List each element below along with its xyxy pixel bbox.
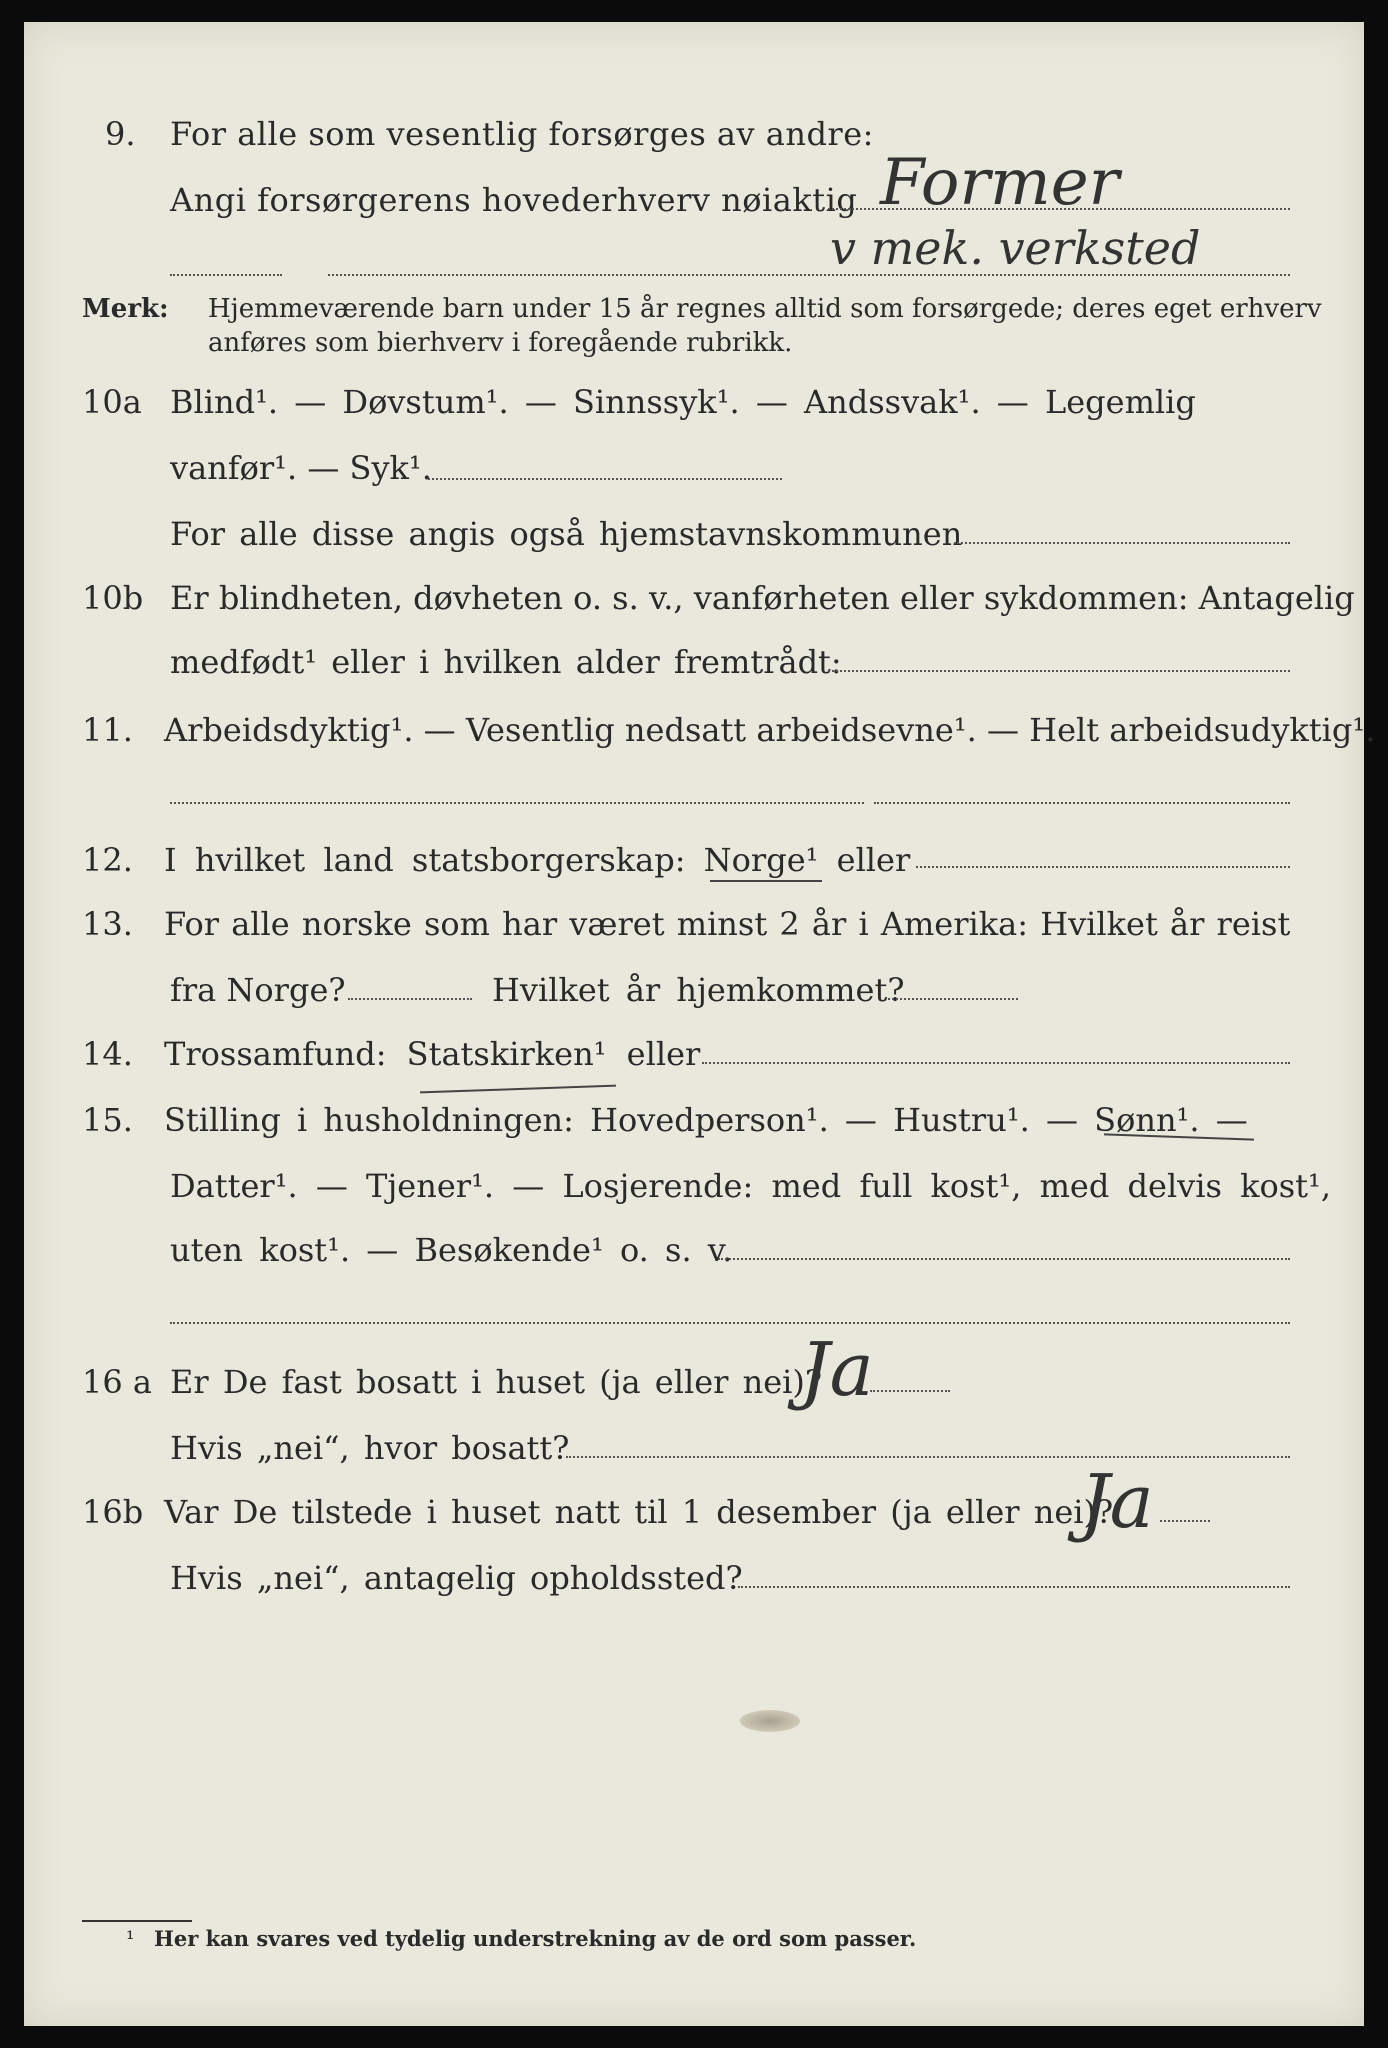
q15-line3: uten kost¹. — Besøkende¹ o. s. v. — [170, 1231, 733, 1269]
q10a-dotted-line-2 — [954, 542, 1290, 544]
q16a-handwritten-answer: Ja — [800, 1327, 874, 1413]
q10b-line2: medfødt¹ eller i hvilken alder fremtrådt: — [170, 643, 842, 681]
q16b-number: 16b — [82, 1493, 144, 1531]
q15-dotted-line — [718, 1258, 1290, 1260]
footnote-text: Her kan svares ved tydelig understrekning av de ord som passer. — [154, 1926, 917, 1951]
q15-number: 15. — [82, 1101, 133, 1139]
q14-dotted-line — [702, 1062, 1290, 1064]
q13-dotted-line-a — [348, 998, 472, 1000]
q16a-line2: Hvis „nei“, hvor bosatt? — [170, 1429, 570, 1467]
q9-handwritten-answer: Former — [880, 146, 1120, 220]
q13-line1: For alle norske som har været minst 2 år i Amerika: Hvilket år reist — [164, 905, 1291, 943]
q10a-line2: vanfør¹. — Syk¹. — [170, 449, 432, 487]
q12-underline-norge — [710, 880, 822, 882]
footnote-mark: ¹ — [126, 1927, 135, 1951]
q16b-handwritten-answer: Ja — [1080, 1459, 1154, 1545]
q16b-dotted-line — [1160, 1520, 1210, 1522]
q15-line1: Stilling i husholdningen: Hovedperson¹. — Hustru¹. — Sønn¹. — — [164, 1101, 1248, 1139]
q9-line1: For alle som vesentlig forsørges av andre: — [170, 115, 874, 153]
q14-line1: Trossamfund: Statskirken¹ eller — [164, 1035, 701, 1073]
q11-line1: Arbeidsdyktig¹. — Vesentlig nedsatt arbeidsevne¹. — Helt arbeidsudyktig¹. — [164, 711, 1376, 749]
q16a-number: 16 a — [82, 1363, 152, 1401]
q10a-line1: Blind¹. — Døvstum¹. — Sinnssyk¹. — Andssvak¹. — Legemlig — [170, 383, 1196, 421]
q12-dotted-line — [916, 866, 1290, 868]
q15-line2: Datter¹. — Tjener¹. — Losjerende: med full kost¹, med delvis kost¹, — [170, 1167, 1332, 1205]
q13-dotted-line-b — [888, 998, 1018, 1000]
q13-line2b: Hvilket år hjemkommet? — [492, 971, 905, 1009]
q9-dotted-line-2a — [170, 274, 282, 276]
q10b-number: 10b — [82, 579, 144, 617]
q10a-line3: For alle disse angis også hjemstavnskommunen — [170, 515, 963, 553]
footnote-rule — [82, 1920, 192, 1922]
q9-line2: Angi forsørgerens hovederhverv nøiaktig — [170, 181, 858, 219]
q13-number: 13. — [82, 905, 133, 943]
q16b-dotted-line-2 — [738, 1586, 1290, 1588]
q11-number: 11. — [82, 711, 133, 749]
paper-stain — [740, 1710, 800, 1732]
merk-line2: anføres som bierhverv i foregående rubrikk. — [208, 328, 793, 358]
q9-handwritten-answer-2: v mek. verksted — [830, 221, 1201, 275]
q16a-dotted-line-2 — [566, 1456, 1290, 1458]
q14-number: 14. — [82, 1035, 133, 1073]
q10b-dotted-line — [828, 670, 1290, 672]
q16b-line2: Hvis „nei“, antagelig opholdssted? — [170, 1559, 743, 1597]
q10b-line1: Er blindheten, døvheten o. s. v., vanførheten eller sykdommen: Antagelig — [170, 579, 1355, 617]
q16b-line1: Var De tilstede i huset natt til 1 desember (ja eller nei)? — [164, 1493, 1114, 1531]
q16a-line1: Er De fast bosatt i huset (ja eller nei)? — [170, 1363, 823, 1401]
q12-line1: I hvilket land statsborgerskap: Norge¹ eller — [164, 841, 911, 879]
q15-dotted-line-2 — [170, 1322, 1290, 1324]
q13-line2a: fra Norge? — [170, 971, 346, 1009]
q9-number: 9. — [105, 115, 136, 153]
q16a-dotted-line — [870, 1390, 950, 1392]
q11-dotted-line-a — [170, 802, 864, 804]
merk-label: Merk: — [82, 294, 169, 324]
q11-dotted-line-b — [874, 802, 1290, 804]
q12-number: 12. — [82, 841, 133, 879]
merk-line1: Hjemmeværende barn under 15 år regnes alltid som forsørgede; deres eget erhverv — [208, 294, 1322, 324]
q10a-dotted-line — [428, 478, 782, 480]
q10a-number: 10a — [82, 383, 142, 421]
